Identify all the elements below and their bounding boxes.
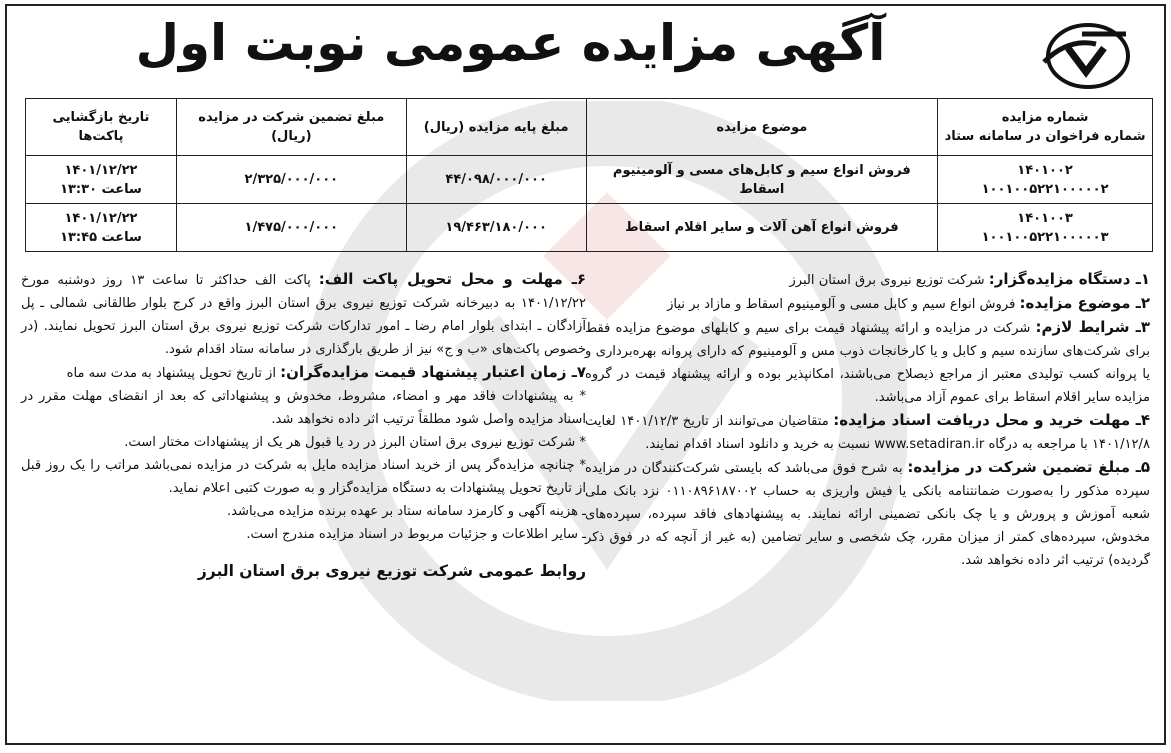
tavanir-logo-icon (1038, 20, 1134, 90)
note-5: ـ سایر اطلاعات و جزئیات مربوط در اسناد مزایده مندرج است. (246, 527, 586, 542)
left-column (21, 268, 586, 737)
section-5: ۵ـ مبلغ تضمین شرکت در مزایده: به شرح فوق می‌باشد که بایستی شرکت‌کنندگان در مزایده سپرده مذکور را به‌صورت ضمانتنامه بانکی یا فیش واریزی به حساب ۰۱۱۰۸۹۶۱۸۷۰۰۲ نزد بانک ملی شعبه آموزش و پرورش و یا چک بانکی تضمینی ارائه نمایند. به پیشنهادهای فاقد سپرده، سپرده‌های مخدوش، سپرده‌های کمتر از میزان مقرر، چک شخصی و سایر تضامین (به غیر از آنچه که در فوق ذکر گردیده) ترتیب اثر داده نخواهد شد. (585, 458, 1150, 568)
setad-link[interactable]: www.setadiran.ir (874, 437, 985, 452)
cell-base: ۱۹/۴۶۳/۱۸۰/۰۰۰ (406, 204, 586, 252)
cell-number: ۱۴۰۱۰۰۲ ۱۰۰۱۰۰۵۲۲۱۰۰۰۰۰۲ (938, 156, 1153, 204)
header-subject: موضوع مزایده (586, 99, 938, 156)
header-base-amount: مبلغ پایه مزایده (ریال) (406, 99, 586, 156)
cell-subject: فروش انواع آهن آلات و سایر اقلام اسقاط (586, 204, 938, 252)
cell-date: ۱۴۰۱/۱۲/۲۲ ساعت ۱۳:۴۵ (26, 204, 177, 252)
section-4: ۴ـ مهلت خرید و محل دریافت اسناد مزایده: متقاضیان می‌توانند از تاریخ ۱۴۰۱/۱۲/۳ لغایت ۱۴۰۱/۱۲/۸ با مراجعه به درگاه www.setadiran.ir نسبت به خرید و دانلود اسناد اقدام نمایند. (585, 411, 1151, 452)
header-opening-date: تاریخ بازگشایی پاکت‌ها (26, 99, 177, 156)
note-3: * چنانچه مزایده‌گر پس از خرید اسناد مزایده مایل به شرکت در مزایده نمی‌باشد مراتب را یک روز قبل از تاریخ تحویل پیشنهادات به دستگاه مزایده‌گزار و به صورت کتبی اعلام نماید. (21, 458, 586, 496)
table-header-row (26, 99, 1153, 156)
table-row (26, 156, 1153, 204)
page-title: آگهی مزایده عمومی نوبت اول (135, 14, 886, 72)
note-2: * شرکت توزیع نیروی برق استان البرز در رد یا قبول هر یک از پیشنهادات مختار است. (124, 435, 586, 450)
cell-guarantee: ۲/۳۲۵/۰۰۰/۰۰۰ (176, 156, 406, 204)
cell-date: ۱۴۰۱/۱۲/۲۲ ساعت ۱۳:۳۰ (26, 156, 177, 204)
body-columns (21, 268, 1150, 737)
section-1: ۱ـ دستگاه مزایده‌گزار: شرکت توزیع نیروی برق استان البرز (789, 270, 1150, 288)
section-7: ۷ـ زمان اعتبار پیشنهاد قیمت مزایده‌گران: از تاریخ تحویل پیشنهاد به مدت سه ماه (66, 363, 586, 381)
auction-table (25, 98, 1153, 252)
footer-signature: روابط عمومی شرکت توزیع نیروی برق استان البرز (197, 562, 586, 580)
note-4: ـ هزینه آگهی و کارمزد سامانه ستاد بر عهده برنده مزایده می‌باشد. (226, 504, 586, 519)
cell-subject: فروش انواع سیم و کابل‌های مسی و آلومینیوم اسقاط (586, 156, 938, 204)
auction-notice (5, 4, 1166, 745)
right-column (585, 268, 1150, 737)
table-row (26, 204, 1153, 252)
cell-base: ۴۴/۰۹۸/۰۰۰/۰۰۰ (406, 156, 586, 204)
note-1: * به پیشنهادات فاقد مهر و امضاء، مشروط، مخدوش و پیشنهاداتی که بعد از انقضای مهلت مقرر در اسناد مزایده واصل شود مطلقاً ترتیب اثر داده نخواهد شد. (21, 389, 586, 427)
header (7, 6, 1164, 98)
section-3: ۳ـ شرایط لازم: شرکت در مزایده و ارائه پیشنهاد قیمت برای سیم و کابلهای موضوع مزایده فقط برای شرکت‌های سازنده سیم و کابل و یا کارخانجات ذوب مس و آلومینیوم که دارای پروانه بهره‌برداری و یا پروانه کسب تولیدی معتبر از مراجع ذیصلاح می‌باشند، امکانپذیر بوده و ارائه پیشنهاد قیمت در گروه مزایده سایر اقلام اسقاط برای عموم آزاد می‌باشد. (585, 318, 1150, 405)
header-auction-number: شماره مزایده شماره فراخوان در سامانه ستاد (938, 99, 1153, 156)
cell-guarantee: ۱/۴۷۵/۰۰۰/۰۰۰ (176, 204, 406, 252)
header-guarantee-amount: مبلغ تضمین شرکت در مزایده (ریال) (176, 99, 406, 156)
section-6: ۶ـ مهلت و محل تحویل پاکت الف: پاکت الف حداکثر تا ساعت ۱۳ روز دوشنبه مورخ ۱۴۰۱/۱۲/۲۲ به دبیرخانه شرکت توزیع نیروی برق استان البرز واقع در کرج بلوار طالقانی شمالی ـ پل آزادگان ـ ابتدای بلوار امام رضا ـ امور تدارکات شرکت توزیع نیروی برق استان البرز تحویل نمایند. (در خصوص پاکت‌های «ب و ج» نیز از طریق بارگذاری در سامانه ستاد اقدام شود. (21, 270, 586, 357)
cell-number: ۱۴۰۱۰۰۳ ۱۰۰۱۰۰۵۲۲۱۰۰۰۰۰۳ (938, 204, 1153, 252)
section-2: ۲ـ موضوع مزایده: فروش انواع سیم و کابل مسی و آلومینیوم اسقاط و مازاد بر نیاز (667, 294, 1150, 312)
